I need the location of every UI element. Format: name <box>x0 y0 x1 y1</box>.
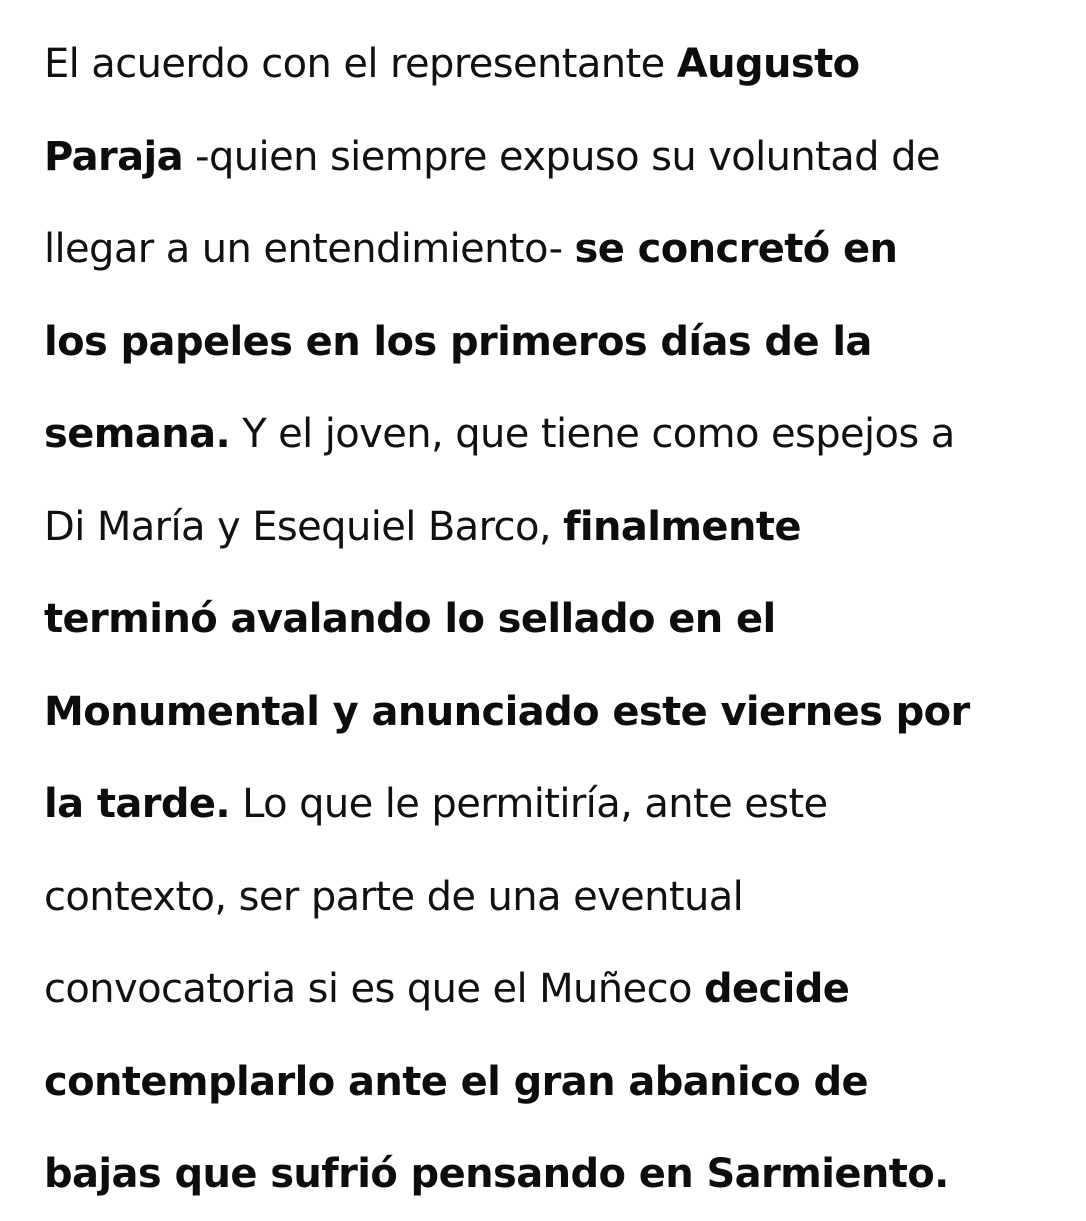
text-run: llegar a un entendimiento- <box>44 226 575 272</box>
text-run: Lo que le permitiría, ante este <box>230 781 828 827</box>
text-run: convocatoria si es que el Muñeco <box>44 966 704 1012</box>
paragraph-line <box>44 943 1054 1036</box>
bold-text-run: se concretó en <box>574 226 898 272</box>
bold-text-run: semana. <box>44 411 231 457</box>
paragraph-line <box>44 203 1054 296</box>
paragraph-line <box>44 1128 1054 1221</box>
paragraph-line <box>44 851 1054 944</box>
text-run: -quien siempre expuso su voluntad de <box>183 133 940 180</box>
paragraph-line <box>44 388 1054 481</box>
bold-text-run: Augusto <box>676 41 860 87</box>
paragraph-line <box>44 573 1054 666</box>
text-run: Y el joven, que tiene como espejos a <box>230 411 955 457</box>
bold-text-run: decide <box>703 966 850 1012</box>
text-run: El acuerdo con el representante <box>44 41 677 87</box>
bold-text-run: terminó avalando lo sellado en el <box>44 596 776 642</box>
article-body <box>44 18 1054 1221</box>
text-run: contexto, ser parte de una eventual <box>44 873 744 920</box>
article-paragraph <box>44 18 1054 1221</box>
bold-text-run: Paraja <box>44 133 184 180</box>
paragraph-line <box>44 1036 1054 1129</box>
paragraph-line <box>44 666 1054 759</box>
bold-text-run: contemplarlo ante el gran abanico de <box>44 1058 869 1105</box>
bold-text-run: Monumental y anunciado este viernes por <box>44 688 970 735</box>
paragraph-line <box>44 18 1054 111</box>
paragraph-line <box>44 111 1054 204</box>
bold-text-run: bajas que sufrió pensando en Sarmiento. <box>44 1151 949 1197</box>
paragraph-line <box>44 481 1054 574</box>
paragraph-line <box>44 296 1054 389</box>
bold-text-run: la tarde. <box>44 781 231 827</box>
bold-text-run: finalmente <box>563 503 801 550</box>
bold-text-run: los papeles en los primeros días de la <box>44 318 872 365</box>
paragraph-line <box>44 758 1054 851</box>
text-run: Di María y Esequiel Barco, <box>44 503 564 550</box>
